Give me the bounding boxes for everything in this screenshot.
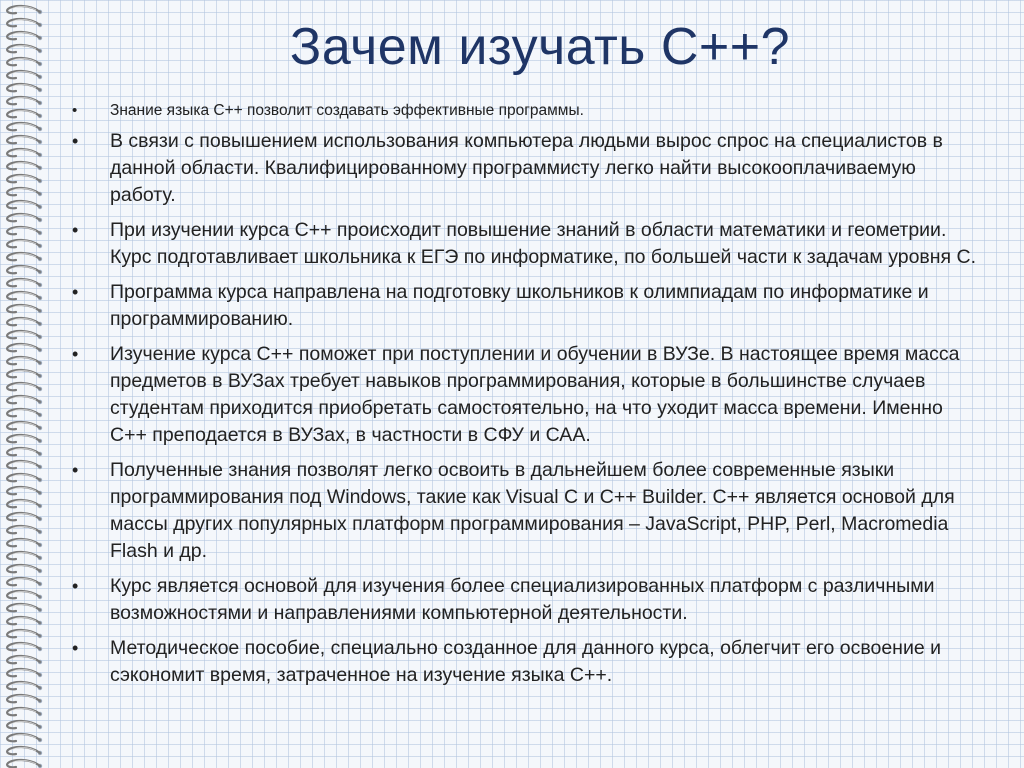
spiral-binding-icon <box>0 0 56 768</box>
bullet-item <box>72 279 982 333</box>
bullet-item <box>72 217 982 271</box>
bullet-item <box>72 100 982 122</box>
bullet-marker: • <box>72 344 79 364</box>
bullet-text: Методическое пособие, специально созданное для данного курса, облегчит его освоение и сэкономит время, затраченное на изучение языка С++. <box>110 637 941 686</box>
bullet-item <box>72 635 982 689</box>
bullet-marker: • <box>72 576 79 596</box>
bullet-marker: • <box>72 282 79 302</box>
bullet-text: Полученные знания позволят легко освоить в дальнейшем более современные языки программирования под Windows, такие как Visual C и С++ Builder. С++ является основой для массы других популярных платформ программирования – JavaScript, PHP, Perl, Macromedia Flash и др. <box>110 459 955 562</box>
bullet-item <box>72 457 982 565</box>
bullet-item <box>72 341 982 449</box>
bullet-item <box>72 573 982 627</box>
bullet-text: В связи с повышением использования компьютера людьми вырос спрос на специалистов в данной области. Квалифицированному программисту легко найти высокооплачиваемую работу. <box>110 130 943 206</box>
slide-title: Зачем изучать С++? <box>289 18 791 76</box>
bullet-marker: • <box>72 220 79 240</box>
bullet-marker: • <box>72 460 79 480</box>
bullet-marker: • <box>72 131 79 151</box>
bullet-text: Курс является основой для изучения более специализированных платформ с различными возможностями и направлениями компьютерной деятельности. <box>110 575 935 624</box>
bullet-list <box>72 100 982 697</box>
bullet-text: Знание языка С++ позволит создавать эффективные программы. <box>110 102 584 119</box>
bullet-marker: • <box>72 102 78 119</box>
bullet-item <box>72 128 982 209</box>
bullet-text: Программа курса направлена на подготовку школьников к олимпиадам по информатике и программированию. <box>110 281 929 330</box>
bullet-marker: • <box>72 638 79 658</box>
bullet-text: Изучение курса С++ поможет при поступлении и обучении в ВУЗе. В настоящее время масса предметов в ВУЗах требует навыков программирования, которые в большинстве случаев студентам приходится приобретать самостоятельно, на что уходит масса времени. Именно С++ преподается в ВУЗах, в частности в СФУ и САА. <box>110 343 960 446</box>
bullet-text: При изучении курса С++ происходит повышение знаний в области математики и геометрии. Курс подготавливает школьника к ЕГЭ по информатике, по большей части к задачам уровня С. <box>110 219 977 268</box>
